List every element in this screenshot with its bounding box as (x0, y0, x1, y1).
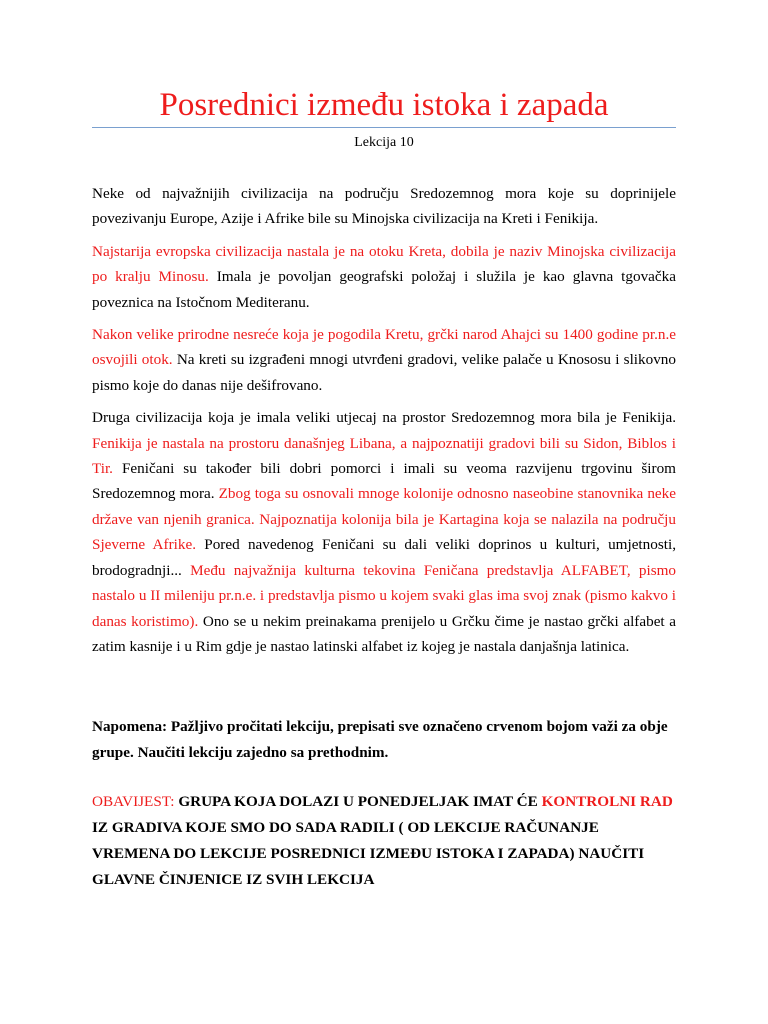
paragraph-1 (92, 181, 676, 232)
paragraph-2-text: Imala je povoljan geografski položaj i služila je kao glavna tgovačka poveznica na Istočnom Mediteranu. (92, 268, 677, 311)
paragraph-4 (92, 405, 676, 659)
paragraph-4-text-4: Ono se u nekim preinakama prenijelo u Grčku čime je nastao grčki alfabet a zatim kasnije i u Rim gdje je nastao latinski alfabet iz kojeg je nastala danjašnja latinica. (92, 612, 676, 655)
paragraph-3-highlight: Nakon velike prirodne nesreće koja je pogodila Kretu, grčki narod Ahajci su 1400 godine pr.n.e osvojili otok. (92, 326, 676, 369)
paragraph-4-highlight-3: Među najvažnija kulturna tekovina Feničana predstavlja ALFABET, pismo nastalo u II mileniju pr.n.e. i predstavlja pismo u kojem svaki glas ima svoj znak (pismo kakvo i danas koristimo). (92, 561, 677, 630)
paragraph-3 (92, 322, 676, 398)
paragraph-2 (92, 239, 676, 315)
paragraph-4-highlight-1: Fenikija je nastala na prostoru današnjeg Libana, a najpoznatiji gradovi bili su Sidon, Biblos i Tir. (92, 434, 676, 478)
paragraph-2-highlight: Najstarija evropska civilizacija nastala je na otoku Kreta, dobila je naziv Minojska civilizacija po kralju Minosu. (92, 242, 676, 286)
paragraph-1-text: Neke od najvažnijih civilizacija na području Sredozemnog mora koje su doprinijele povezivanju Europe, Azije i Afrike bile su Minojska civilizacija na Kreti i Fenikija. (92, 185, 676, 228)
notice-highlight: KONTROLNI RAD (541, 793, 673, 810)
notice-text-1: GRUPA KOJA DOLAZI U PONEDJELJAK IMAT ĆE (174, 793, 542, 810)
note-paragraph: Napomena: Pažljivo pročitati lekciju, prepisati sve označeno crvenom bojom važi za obje grupe. Naučiti lekciju zajedno sa prethodnim. (92, 718, 668, 761)
paragraph-4-text-3: Pored navedenog Feničani su dali veliki doprinos u kulturi, umjetnosti, brodogradnji... (92, 536, 676, 579)
paragraph-3-text: Na kreti su izgrađeni mnogi utvrđeni gradovi, velike palače u Knososu i slikovno pismo koje do danas nije dešifrovano. (92, 351, 676, 394)
paragraph-4-text-2: Feničani su također bili dobri pomorci i imali su veoma razvijenu trgovinu širom Sredozemnog mora. (92, 460, 676, 503)
title-underline (92, 127, 676, 128)
notice-text-2: IZ GRADIVA KOJE SMO DO SADA RADILI ( OD LEKCIJE RAČUNANJE VREMENA DO LEKCIJE POSREDNICI IZMEĐU ISTOKA I ZAPADA) NAUČITI GLAVNE ČINJENICE IZ SVIH LEKCIJA (92, 819, 645, 888)
paragraph-4-text-1: Druga civilizacija koja je imala veliki utjecaj na prostor Sredozemnog mora bila je Fenikija. (92, 409, 676, 427)
lesson-body (92, 181, 676, 666)
page-title: Posrednici između istoka i zapada (159, 87, 609, 123)
lesson-number: Lekcija 10 (354, 135, 414, 150)
notice-label: OBAVIJEST: (92, 793, 175, 810)
paragraph-4-highlight-2: Zbog toga su osnovali mnoge kolonije odnosno naseobine stanovnika neke države van njenih granica. Najpoznatija kolonija bila je Kartagina koja se nalazila na području Sjeverne Afrike. (92, 485, 676, 554)
notice-paragraph (92, 789, 676, 893)
